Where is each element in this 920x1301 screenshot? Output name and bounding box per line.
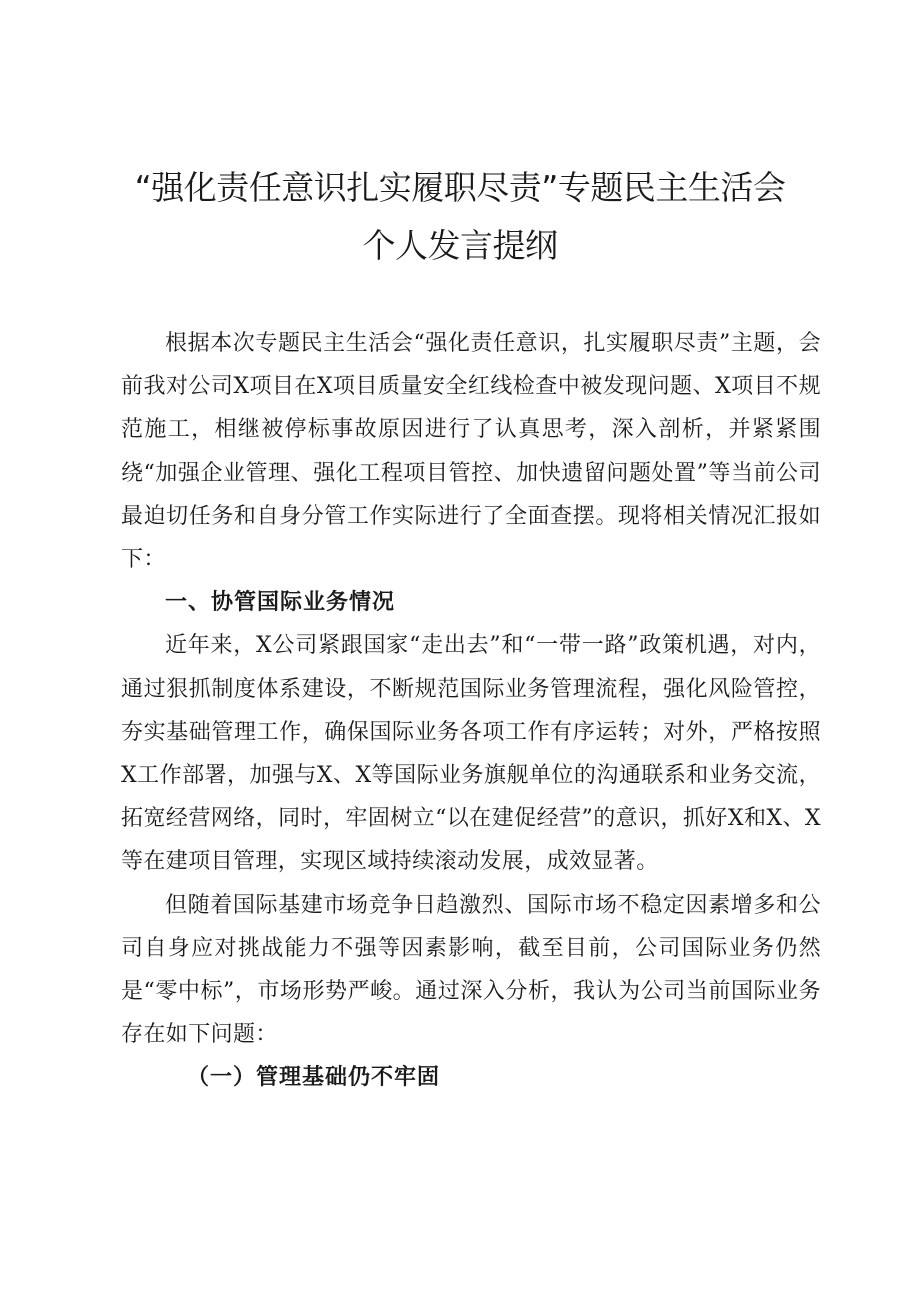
section-heading-1: 一、协管国际业务情况 <box>165 590 396 616</box>
document-title-line-2: 个人发言提纲 <box>362 226 558 265</box>
document-title-line-1: “强化责任意识扎实履职尽责”专题民主生活会 <box>134 168 786 207</box>
section-1-paragraph-2: 但随着国际基建市场竞争日趋激烈、国际市场不稳定因素增多和公司自身应对挑战能力不强等因素影响，截至目前，公司国际业务仍然是“零中标”，市场形势严峻。通过深入分析，我认为公司当前国际业务存在如下问题： <box>121 892 821 1048</box>
subsection-heading-1: （一）管理基础仍不牢固 <box>187 1065 441 1091</box>
document-body <box>121 322 821 1100</box>
section-1-paragraph-1: 近年来，X公司紧跟国家“走出去”和“一带一路”政策机遇，对内，通过狠抓制度体系建设，不断规范国际业务管理流程，强化风险管控，夯实基础管理工作，确保国际业务各项工作有序运转；对外，严格按照X工作部署，加强与X、X等国际业务旗舰单位的沟通联系和业务交流，拓宽经营网络，同时，牢固树立“以在建促经营”的意识，抓好X和X、X等在建项目管理，实现区域持续滚动发展，成效显著。 <box>121 633 821 875</box>
intro-paragraph: 根据本次专题民主生活会“强化责任意识，扎实履职尽责”主题，会前我对公司X项目在X项目质量安全红线检查中被发现问题、X项目不规范施工，相继被停标事故原因进行了认真思考，深入剖析，并紧紧围绕“加强企业管理、强化工程项目管控、加快遗留问题处置”等当前公司最迫切任务和自身分管工作实际进行了全面查摆。现将相关情况汇报如下： <box>121 331 821 573</box>
